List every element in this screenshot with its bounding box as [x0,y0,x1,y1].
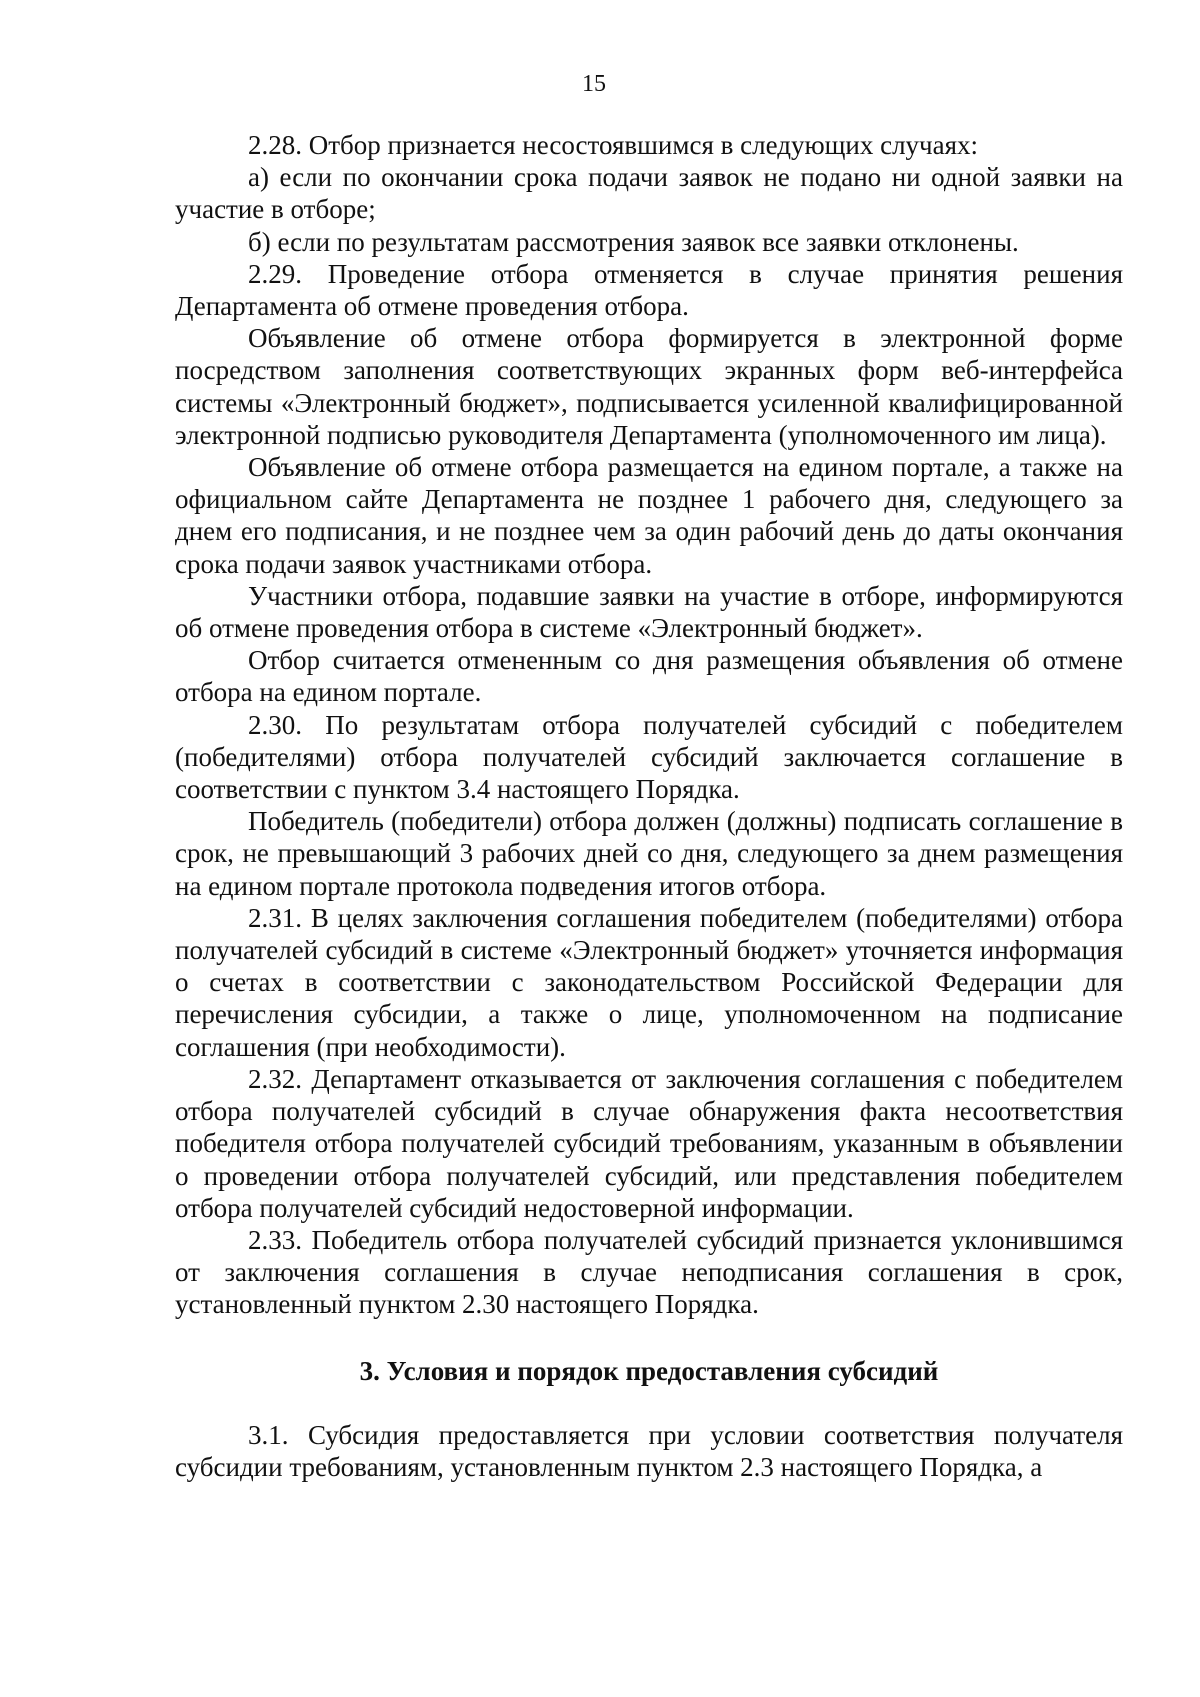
page-number: 15 [582,71,606,97]
paragraph-2-32: 2.32. Департамент отказывается от заключения соглашения с победителем отбора получателей субсидий в случае обнаружения факта несоответствия победителя отбора получателей субсидий требованиям, указанным в объявлении о проведении отбора получателей субсидий, или представления победителем отбора получателей субсидий недостоверной информации. [175,1063,1123,1223]
paragraph-2-28-a: а) если по окончании срока подачи заявок не подано ни одной заявки на участие в отборе; [175,162,1123,225]
document-body [175,129,1123,1483]
paragraph-cancel-announcement-form: Объявление об отмене отбора формируется в электронной форме посредством заполнения соответствующих экранных форм веб-интерфейса системы «Электронный бюджет», подписывается усиленной квалифицированной электронной подписью руководителя Департамента (уполномоченного им лица). [175,323,1123,450]
paragraph-2-28: 2.28. Отбор признается несостоявшимся в следующих случаях: [248,130,979,160]
paragraph-selection-cancelled: Отбор считается отмененным со дня размещения объявления об отмене отбора на едином портале. [175,645,1123,708]
paragraph-2-28-b: б) если по результатам рассмотрения заявок все заявки отклонены. [248,226,1019,257]
paragraph-3-1: 3.1. Субсидия предоставляется при условии соответствия получателя субсидии требованиям, установленным пунктом 2.3 настоящего Порядка, а [175,1419,1123,1482]
paragraph-winner-signs: Победитель (победители) отбора должен (должны) подписать соглашение в срок, не превышающий 3 рабочих дней со дня, следующего за днем размещения на едином портале протокола подведения итогов отбора. [175,806,1123,901]
paragraph-2-30: 2.30. По результатам отбора получателей субсидий с победителем (победителями) отбора получателей субсидий заключается соглашение в соответствии с пунктом 3.4 настоящего Порядка. [175,709,1123,805]
paragraph-2-29: 2.29. Проведение отбора отменяется в случае принятия решения Департамента об отмене проведения отбора. [175,258,1123,322]
paragraph-2-31: 2.31. В целях заключения соглашения победителем (победителями) отбора получателей субсидий в системе «Электронный бюджет» уточняется информация о счетах в соответствии с законодательством Российской Федерации для перечисления субсидии, а также о лице, уполномоченном на подписание соглашения (при необходимости). [175,902,1123,1062]
paragraph-participants-informed: Участники отбора, подавшие заявки на участие в отборе, информируются об отмене проведения отбора в системе «Электронный бюджет». [175,580,1123,644]
paragraph-2-33: 2.33. Победитель отбора получателей субсидий признается уклонившимся от заключения соглашения в случае неподписания соглашения в срок, установленный пунктом 2.30 настоящего Порядка. [175,1224,1123,1320]
section-heading: 3. Условия и порядок предоставления субсидий [359,1355,939,1386]
paragraph-cancel-announcement-publish: Объявление об отмене отбора размещается на едином портале, а также на официальном сайте Департамента не позднее 1 рабочего дня, следующего за днем его подписания, и не позднее чем за один рабочий день до даты окончания срока подачи заявок участниками отбора. [175,452,1123,579]
